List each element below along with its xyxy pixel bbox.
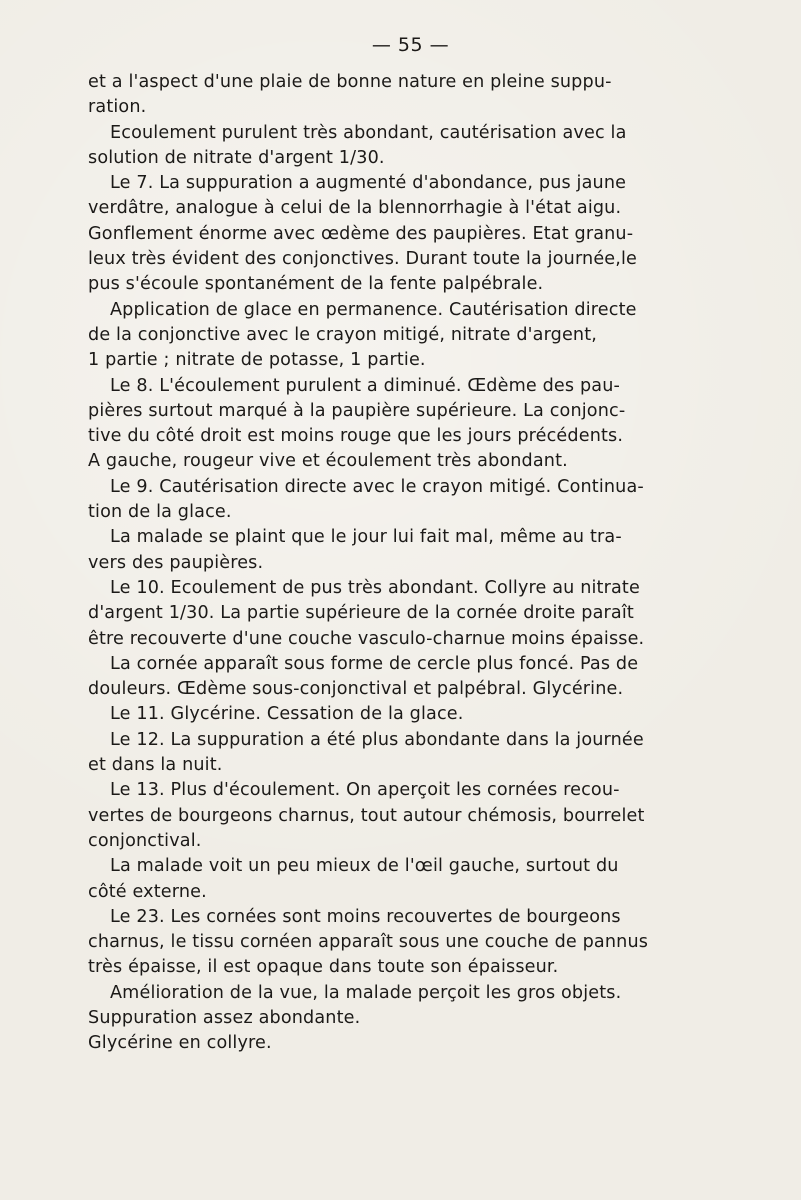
text-line: Le 13. Plus d'écoulement. On aperçoit les cornées recou- bbox=[110, 780, 620, 801]
paragraph bbox=[88, 576, 725, 652]
paragraph bbox=[88, 374, 725, 475]
text-line: de la conjonctive avec le crayon mitigé, nitrate d'argent, bbox=[88, 324, 598, 345]
text-line: Le 10. Ecoulement de pus très abondant. Collyre au nitrate bbox=[110, 577, 640, 598]
paragraph bbox=[88, 981, 725, 1057]
paragraph bbox=[88, 70, 725, 121]
text-line: Le 11. Glycérine. Cessation de la glace. bbox=[110, 704, 464, 725]
paragraph bbox=[88, 121, 725, 172]
text-line: Application de glace en permanence. Cautérisation directe bbox=[110, 299, 637, 320]
text-line: vers des paupières. bbox=[88, 552, 264, 573]
text-line: Le 7. La suppuration a augmenté d'abondance, pus jaune bbox=[110, 173, 627, 194]
paragraph bbox=[88, 171, 725, 297]
text-line: d'argent 1/30. La partie supérieure de la cornée droite paraît bbox=[88, 603, 634, 624]
text-line: et a l'aspect d'une plaie de bonne nature en pleine suppu- bbox=[88, 72, 612, 92]
text-line: Le 12. La suppuration a été plus abondante dans la journée bbox=[110, 729, 644, 750]
text-line: très épaisse, il est opaque dans toute son épaisseur. bbox=[88, 957, 559, 978]
text-line: A gauche, rougeur vive et écoulement très abondant. bbox=[88, 451, 568, 472]
text-line: Amélioration de la vue, la malade perçoit les gros objets. bbox=[110, 982, 622, 1003]
paragraph bbox=[88, 702, 725, 727]
text-line: tion de la glace. bbox=[88, 502, 232, 523]
body-text bbox=[88, 70, 725, 1057]
text-line: pus s'écoule spontanément de la fente palpébrale. bbox=[88, 274, 544, 295]
text-line: Le 8. L'écoulement purulent a diminué. Œdème des pau- bbox=[110, 375, 620, 396]
text-line: pières surtout marqué à la paupière supérieure. La conjonc- bbox=[88, 400, 626, 421]
paragraph bbox=[88, 298, 725, 374]
text-line: douleurs. Œdème sous-conjonctival et palpébral. Glycérine. bbox=[88, 679, 624, 700]
text-line: Le 9. Cautérisation directe avec le crayon mitigé. Continua- bbox=[110, 476, 644, 497]
text-line: Suppuration assez abondante. bbox=[88, 1007, 361, 1028]
paragraph bbox=[88, 905, 725, 981]
paragraph bbox=[88, 475, 725, 526]
text-line: et dans la nuit. bbox=[88, 755, 223, 776]
paragraph bbox=[88, 854, 725, 905]
text-line: leux très évident des conjonctives. Durant toute la journée,le bbox=[88, 249, 638, 270]
paragraph bbox=[88, 525, 725, 576]
text-line: charnus, le tissu cornéen apparaît sous une couche de pannus bbox=[88, 932, 649, 953]
text-line: verdâtre, analogue à celui de la blennorrhagie à l'état aigu. bbox=[88, 198, 622, 219]
text-line: vertes de bourgeons charnus, tout autour chémosis, bourrelet bbox=[88, 805, 645, 826]
text-line: côté externe. bbox=[88, 881, 207, 902]
text-line: La malade voit un peu mieux de l'œil gauche, surtout du bbox=[110, 856, 619, 877]
text-line: être recouverte d'une couche vasculo-charnue moins épaisse. bbox=[88, 628, 645, 649]
text-line: tive du côté droit est moins rouge que les jours précédents. bbox=[88, 426, 624, 447]
text-line: Ecoulement purulent très abondant, cautérisation avec la bbox=[110, 122, 627, 143]
paragraph bbox=[88, 778, 725, 854]
page-number: — 55 — bbox=[371, 34, 450, 56]
text-line: La malade se plaint que le jour lui fait mal, même au tra- bbox=[110, 527, 622, 548]
text-line: Gonflement énorme avec œdème des paupières. Etat granu- bbox=[88, 223, 634, 244]
text-line: conjonctival. bbox=[88, 830, 202, 851]
text-line: Le 23. Les cornées sont moins recouvertes de bourgeons bbox=[110, 906, 621, 927]
text-line: Glycérine en collyre. bbox=[88, 1033, 272, 1054]
paragraph bbox=[88, 652, 725, 703]
text-line: solution de nitrate d'argent 1/30. bbox=[88, 147, 385, 168]
text-line: 1 partie ; nitrate de potasse, 1 partie. bbox=[88, 350, 426, 371]
text-line: ration. bbox=[88, 97, 147, 118]
text-line: La cornée apparaît sous forme de cercle plus foncé. Pas de bbox=[110, 653, 639, 674]
paragraph bbox=[88, 728, 725, 779]
